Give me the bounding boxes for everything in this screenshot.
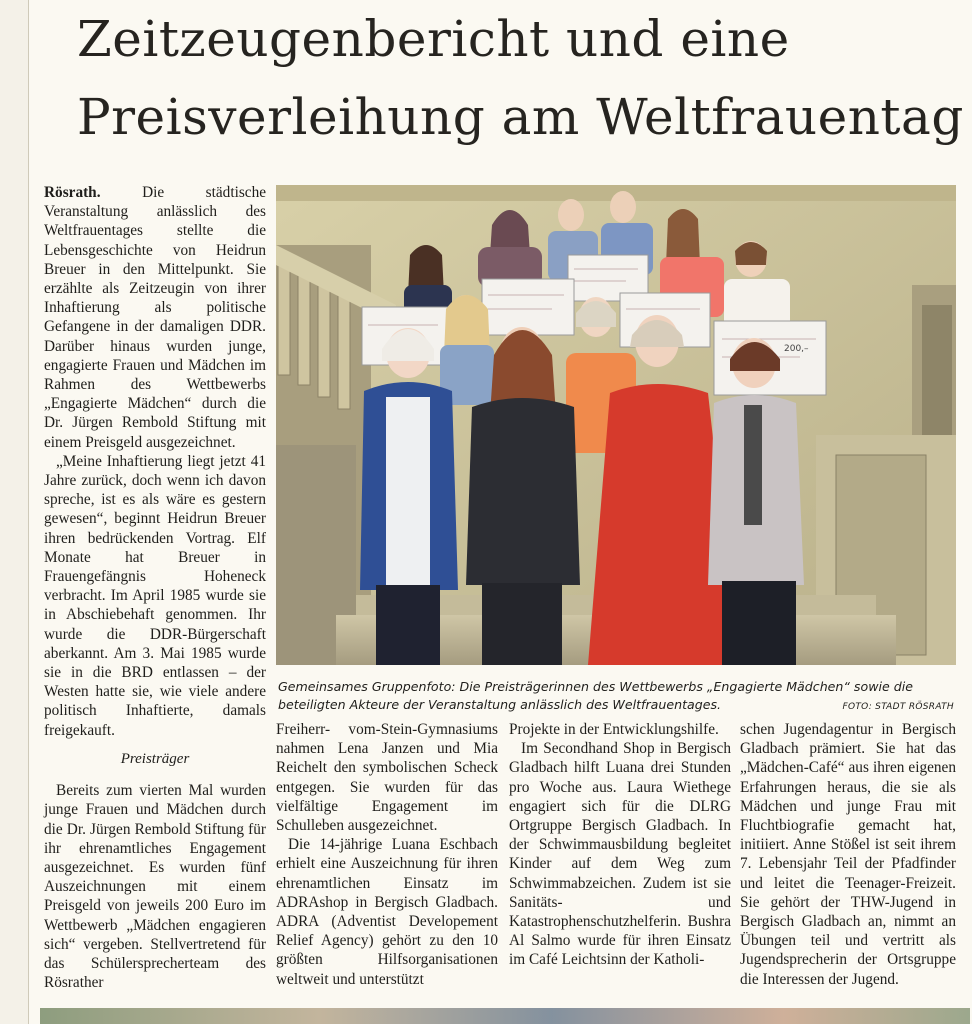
caption-line-2: beteiligten Akteure der Veranstaltung anlässlich des Weltfrauentages. [278, 697, 722, 712]
section-subhead: Preisträger [120, 750, 190, 767]
paragraph-awards: Bereits zum vierten Mal wurden junge Frauen und Mädchen durch die Dr. Jürgen Rembold Stiftung für ihr ehrenamtliches Engagement ausgezeichnet. Es wurden fünf Auszeichnungen mit einem Preisgeld von jeweils 200 Euro im Wettbewerb „Mädchen engagieren sich“ vergeben. Stellvertretend für das Schülersprecherteam des Rösrather [44, 782, 266, 992]
caption-row-2 [278, 696, 954, 716]
paragraph-projects: Projekte in der Entwicklungshilfe. [509, 721, 719, 738]
paragraph-school: Freiherr- vom-Stein-Gymnasiums nahmen Lena Janzen und Mia Reichelt den symbolischen Scheck entgegen. Sie wurden für das vielfältige Engagement im Schulleben ausgezeichnet. [276, 721, 498, 835]
paragraph-intro [44, 183, 266, 452]
text-column-3 [509, 720, 731, 970]
headline-line-2: Preisverleihung am Weltfrauentag [77, 88, 964, 146]
dateline: Rösrath. [44, 184, 101, 201]
group-photo [276, 185, 956, 665]
headline-line-1: Zeitzeugenbericht und eine [77, 10, 790, 68]
paragraph-secondhand: Im Secondhand Shop in Bergisch Gladbach hilft Luana drei Stunden pro Woche aus. Laura Wiethege engagiert sich für die DLRG Ortgruppe Bergisch Gladbach. In der Schwimmausbildung begleitet Kinder auf dem Weg zum Schwimmabzeichen. Zudem ist sie Sanitäts- und Katastrophenschutzhelferin. Bushra Al Salmo wurde für ihren Einsatz im Café Leichtsinn der Katholi- [509, 740, 731, 969]
check-amount: 200,– [784, 344, 809, 354]
next-page-photo-edge [40, 1008, 970, 1024]
photo-caption [278, 678, 954, 716]
text-column-4 [740, 720, 956, 989]
text-column-1 [44, 183, 266, 992]
photo-credit: FOTO: STADT RÖSRATH [842, 702, 954, 712]
paragraph-quote: „Meine Inhaftierung liegt jetzt 41 Jahre zurück, doch wenn ich davon spreche, ist es als wäre es gestern gewesen“, beginnt Heidrun Breuer ihren bedrückenden Vortrag. Elf Monate hat Breuer in Frauengefängnis Hoheneck verbracht. Im April 1985 wurde sie in Abschiebehaft genommen. Ihr wurde die DDR-Bürgerschaft aberkannt. Am 3. Mai 1985 wurde sie in die BRD entlassen – der Westen hatte sie, wie viele andere politisch Inhaftierte, damals freigekauft. [44, 452, 266, 739]
text-column-2 [276, 720, 498, 989]
paragraph-luana: Die 14-jährige Luana Eschbach erhielt eine Auszeichnung für ihren ehrenamtlichen Einsatz im ADRAshop in Bergisch Gladbach. ADRA (Adventist Developement Relief Agency) gehört zu den 10 größten Hilfsorganisationen weltweit und unterstützt [276, 836, 498, 988]
paragraph-cafe: schen Jugendagentur in Bergisch Gladbach prämiert. Sie hat das „Mädchen-Café“ aus ihren eigenen Erfahrungen heraus, die sie als Mädchen und junge Frau mit Fluchtbiografie gemacht hat, initiiert. Anne Stößel ist seit ihrem 7. Lebensjahr Teil der Pfadfinder und leitet die Teenager-Freizeit. Sie gehört der THW-Jugend in Bergisch Gladbach an, nimmt an Übungen teil und vertritt als Jugendsprecherin der Ortsgruppe die Interessen der Jugend. [740, 721, 956, 988]
paragraph-intro-text: Die städtische Veranstaltung anlässlich des Weltfrauentages stellte die Lebensgeschichte von Heidrun Breuer in den Mittelpunkt. Sie erzählte als Zeitzeugin von ihrer Inhaftierung als politische Gefangene in der damaligen DDR. Darüber hinaus wurden junge, engagierte Frauen und Mädchen im Rahmen des Wettbewerbs „Engagierte Mädchen“ durch die Dr. Jürgen Rembold Stiftung mit einem Preisgeld ausgezeichnet. [44, 184, 267, 451]
caption-line-1: Gemeinsames Gruppenfoto: Die Preisträgerinnen des Wettbewerbs „Engagierte Mädchen“ sowie die [278, 679, 913, 694]
